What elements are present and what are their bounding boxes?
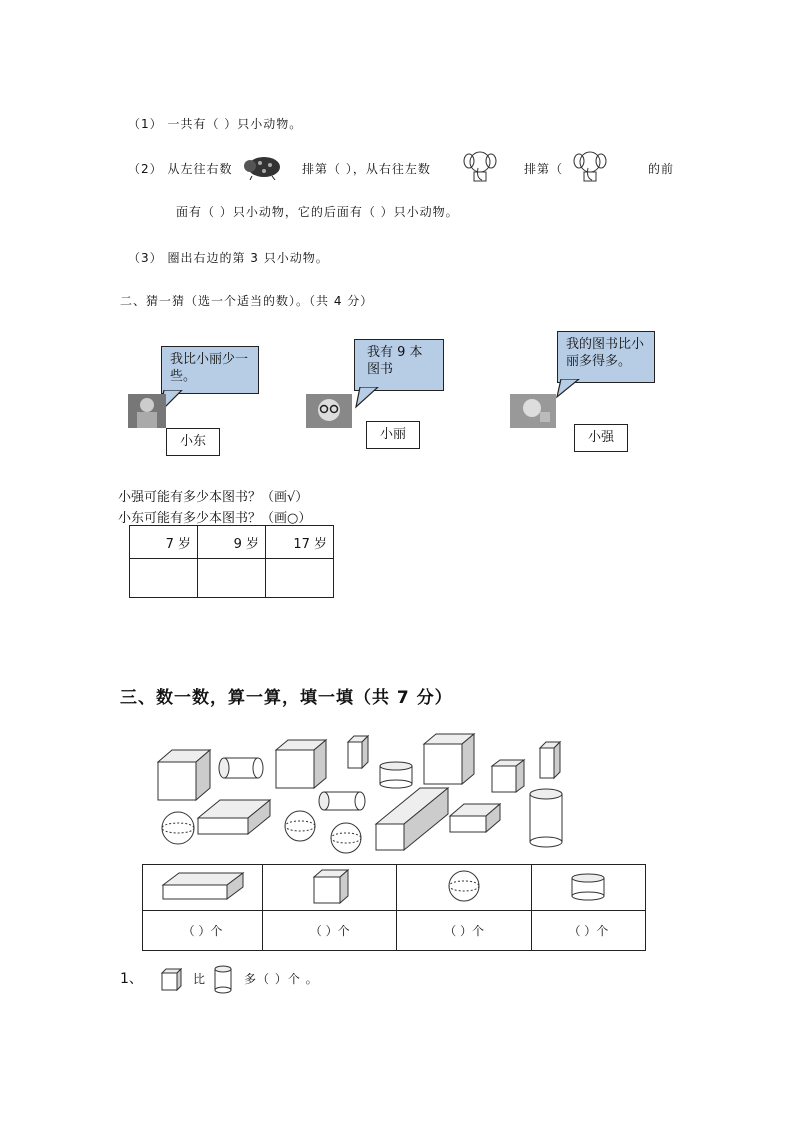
cuboid-icon	[348, 736, 368, 768]
solid-shapes-illustration	[150, 730, 580, 860]
q1-line2-start: （2） 从左往右数	[128, 162, 233, 176]
cuboid-icon	[198, 800, 270, 834]
sphere-icon	[446, 868, 482, 904]
cube-icon	[158, 750, 210, 800]
age-option-17: 17 岁	[266, 526, 334, 559]
cylinder-icon	[219, 758, 263, 778]
sphere-icon	[162, 812, 194, 844]
speech-bubble-xiaodong: 我比小丽少一些。	[161, 346, 259, 394]
cuboid-icon	[157, 869, 247, 903]
cuboid-icon	[376, 788, 448, 850]
q3-compare-tail: 多（ ）个 。	[244, 972, 319, 986]
q1-line2-mid: 排第（ ），从右往左数	[302, 162, 431, 176]
shape-count-table	[142, 864, 646, 951]
answer-cell[interactable]	[266, 559, 334, 598]
avatar	[510, 394, 556, 428]
cylinder-icon	[380, 762, 412, 788]
header-cuboid	[143, 865, 263, 911]
age-option-7: 7 岁	[130, 526, 198, 559]
count-cube[interactable]: （ ）个	[262, 911, 396, 951]
q1-line2-cont: 面有（ ）只小动物，它的后面有（ ）只小动物。	[176, 205, 459, 219]
q2-heading: 二、猜一猜（选一个适当的数）。（共 4 分）	[120, 294, 374, 308]
q3-compare-number: 1、	[120, 971, 143, 987]
age-choice-table	[129, 525, 334, 598]
cube-icon	[424, 734, 474, 784]
header-sphere	[397, 865, 531, 911]
q2-ask-xiaoqiang: 小强可能有多少本图书？（画√）	[118, 490, 309, 505]
name-xiaoqiang: 小强	[574, 424, 628, 452]
count-cylinder[interactable]: （ ）个	[531, 911, 645, 951]
q3-compare-bi: 比	[193, 972, 206, 986]
cube-icon	[160, 966, 182, 992]
q2-ask-xiaodong: 小东可能有多少本图书？（画○）	[118, 511, 312, 526]
cuboid-icon	[540, 742, 560, 778]
q1-line1: （1） 一共有（ ）只小动物。	[128, 117, 303, 131]
cylinder-icon	[319, 792, 365, 810]
name-xiaodong: 小东	[166, 428, 220, 456]
speech-bubble-xiaoqiang: 我的图书比小丽多得多。	[557, 331, 655, 383]
answer-cell[interactable]	[198, 559, 266, 598]
q1-line2-rank: 排第（	[524, 162, 564, 176]
cube-icon	[492, 760, 524, 792]
cylinder-icon	[212, 964, 234, 994]
header-cylinder	[531, 865, 645, 911]
cube-icon	[276, 740, 326, 788]
age-option-9: 9 岁	[198, 526, 266, 559]
speech-bubble-xiaoli: 我有 9 本图书	[354, 339, 444, 391]
header-cube	[262, 865, 396, 911]
cube-icon	[310, 867, 350, 905]
sphere-icon	[331, 823, 361, 853]
elephant-icon	[462, 148, 498, 184]
answer-cell[interactable]	[130, 559, 198, 598]
q3-heading: 三、数一数，算一算，填一填（共 7 分）	[120, 688, 453, 708]
cuboid-icon	[450, 804, 500, 832]
bubble-tail	[354, 387, 384, 409]
avatar	[306, 394, 352, 428]
bubble-tail	[555, 379, 585, 401]
elephant-icon	[572, 148, 608, 184]
cylinder-icon	[569, 870, 607, 902]
avatar	[128, 394, 166, 428]
ladybug-icon	[242, 152, 284, 180]
name-xiaoli: 小丽	[366, 421, 420, 449]
count-cuboid[interactable]: （ ）个	[143, 911, 263, 951]
sphere-icon	[285, 811, 315, 841]
count-sphere[interactable]: （ ）个	[397, 911, 531, 951]
cylinder-icon	[530, 789, 562, 847]
q1-line2-front: 的前	[648, 162, 675, 176]
q1-line3: （3） 圈出右边的第 3 只小动物。	[128, 251, 329, 265]
